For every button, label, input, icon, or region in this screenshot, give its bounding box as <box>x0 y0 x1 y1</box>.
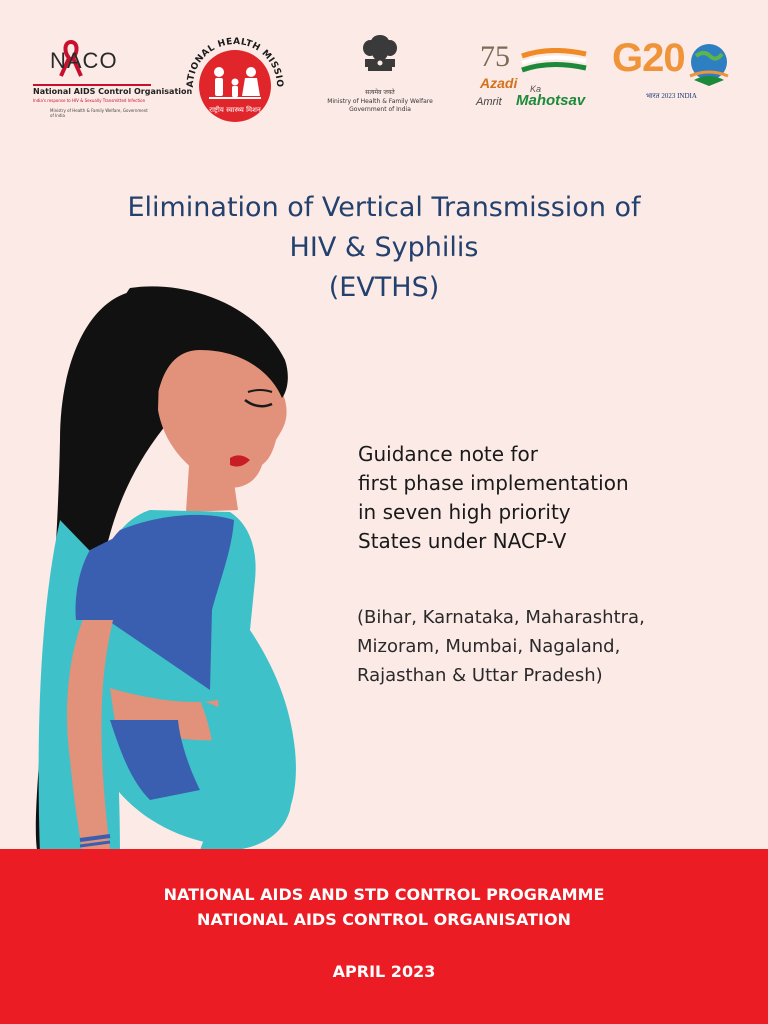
states-list <box>357 603 762 690</box>
national-emblem-icon <box>325 32 435 88</box>
mohfw-line1: Ministry of Health & Family Welfare <box>327 98 433 105</box>
naco-logo <box>30 38 193 122</box>
azadi-amrit-word: Amrit <box>476 96 502 108</box>
states-line-3: Rajasthan & Uttar Pradesh) <box>357 665 603 686</box>
footer-programme: NATIONAL AIDS AND STD CONTROL PROGRAMME <box>163 885 605 904</box>
flag-swoosh-icon <box>520 48 590 78</box>
nhm-logo <box>175 34 295 124</box>
nhm-name: ATIONAL HEALTH MISSIO <box>185 36 285 88</box>
mohfw-name <box>325 98 435 114</box>
footer-banner <box>0 849 768 1024</box>
naco-tagline: India's response to HIV & Sexually Transmitted Infection <box>33 98 146 103</box>
mohfw-logo <box>325 32 435 124</box>
azadi-word: Azadi <box>480 75 518 91</box>
guidance-line-1: Guidance note for <box>358 442 538 466</box>
footer-date: APRIL 2023 <box>332 962 436 981</box>
nhm-hindi: राष्ट्रीय स्वास्थ्य मिशन <box>209 106 261 114</box>
states-line-1: (Bihar, Karnataka, Maharashtra, <box>357 607 645 628</box>
naco-name: National AIDS Control Organisation <box>33 84 151 96</box>
title-line-1: Elimination of Vertical Transmission of <box>127 192 641 223</box>
naco-wordmark: NACO <box>50 48 118 73</box>
title-line-3: (EVTHS) <box>328 272 440 303</box>
mohfw-line2: Government of India <box>349 106 411 113</box>
azadi-ka-word: Ka <box>530 84 542 94</box>
guidance-line-4: States under NACP-V <box>358 529 567 553</box>
azadi-mahotsav-word: Mahotsav <box>516 92 586 109</box>
g20-subtitle: भारत 2023 INDIA <box>646 92 697 100</box>
guidance-line-2: first phase implementation <box>358 471 629 495</box>
mohfw-motto: सत्यमेव जयते <box>365 89 395 96</box>
footer-organisation: NATIONAL AIDS CONTROL ORGANISATION <box>197 910 571 929</box>
title-line-2: HIV & Syphilis <box>289 232 479 263</box>
globe-lotus-icon <box>684 40 734 90</box>
guidance-line-3: in seven high priority <box>358 500 571 524</box>
naco-ministry: Ministry of Health & Family Welfare, Government of India <box>50 108 148 118</box>
guidance-note <box>358 440 758 556</box>
states-line-2: Mizoram, Mumbai, Nagaland, <box>357 636 621 657</box>
azadi-ka-amrit-mahotsav-logo <box>470 40 595 115</box>
g20-wordmark: G20 <box>612 36 685 80</box>
azadi-number: 75 <box>480 40 510 73</box>
g20-logo <box>608 34 743 114</box>
pregnant-woman-illustration <box>0 280 320 855</box>
